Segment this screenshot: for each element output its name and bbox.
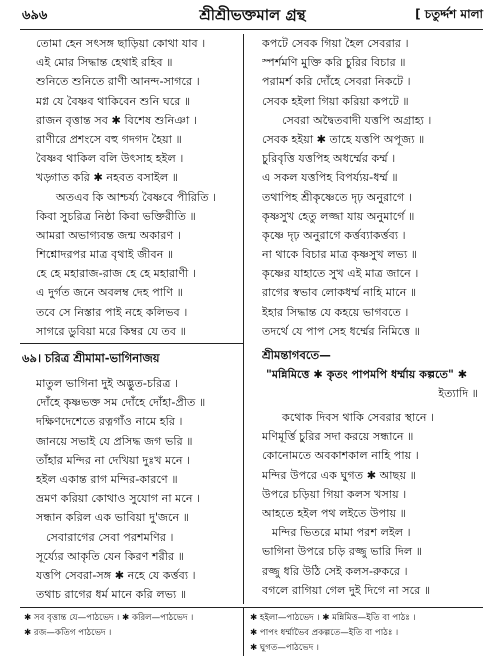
verse-line: সেবারাগের সেবা পরশমণির । (46, 530, 174, 544)
left-verses-top (36, 34, 239, 341)
verse-line: তাঁহার মন্দির না দেখিয়া দুঃখ মনে । (36, 453, 191, 467)
verse-line: মন্দির ভিতরে মামা পরশ লইল । (272, 526, 411, 540)
verse-line: শুনিতে শুনিতে রাণী আনন্দ-সাগরে । (36, 75, 200, 89)
verse-line: কৃষ্ণসুখ হেতু লজ্জা যায় অনুমার্গে ॥ (262, 209, 415, 223)
chapter-heading: ৬৯। চরিত্র শ্রীমামা-ভাগিনাজয় (22, 351, 160, 365)
verse-line: চুরিবৃত্তি যত্তপিহ অধর্ম্মের কর্ম্ম । (262, 152, 396, 166)
verse-line: কিবা সুচরিত্র নিষ্ঠা কিবা ভক্তিরীতি ॥ (36, 209, 196, 223)
verse-line: কথোক দিবস থাকি সেবরার স্থানে । (282, 411, 435, 424)
page-header (22, 4, 483, 28)
verse-line: কৃষ্ণের যাহাতে সুখ এই মাত্র জানে । (262, 267, 419, 281)
verse-line: রাণীরে প্রশংসে বহু গদগদ হৈয়া ॥ (36, 132, 182, 146)
footnote: ✱ হইলা—পাঠভেদ । ✱ মন্নিমিত্ত—ইতি বা পাঠঃ । (250, 613, 416, 623)
column-divider (243, 34, 244, 604)
verse-line: ভ্রমণ করিয়া কোথাও সুযোগ না মনে । (36, 492, 201, 506)
verse-line: খড়্গাত করি ✱ নহবত বসাইল ॥ (36, 171, 179, 185)
verse-line: পরামর্শ করি দোঁহে সেবরা নিকটে । (262, 75, 411, 89)
verse-line: তদর্থে যে পাপ সেহ ধর্ম্মের নিমিত্তে ॥ (262, 324, 420, 338)
verse-line: শিশ্নোদরপর মাত্র বৃথাই জীবন ॥ (36, 248, 174, 262)
footnote: ✱ পাপং ধর্ম্মাভৈব প্রকল্পতে—ইতি বা পাঠঃ । (250, 628, 399, 638)
verse-line: সেবক হইয়া ✱ তাহে যত্তপি অপূজ্য ॥ (262, 132, 425, 146)
verse-line: কৃষ্ণে দৃঢ় অনুরাগে কর্ত্তব্যাকর্ত্তব্য । (262, 228, 406, 242)
verse-line: রজ্জু ধরি উঠি সেই কলস-রুকরে । (262, 564, 408, 578)
verse-line: হে হে মহারাজ-রাজ হে হে মহারাণী । (36, 267, 196, 281)
verse-line: আমরা অভাগ্যবন্ত জন্ম অকারণ । (36, 228, 181, 242)
quote-line: ইত্যাদি ॥ (438, 387, 478, 401)
footnote-rule (20, 607, 483, 608)
verse-line: আহতে হইল পথ লইতে উপায় ॥ (262, 506, 406, 520)
footnote-divider (243, 608, 244, 656)
verse-line: সন্ধান করিল এক ভাবিয়া দু'জনে ॥ (36, 511, 190, 525)
verse-line: দোঁহে কৃষ্ণভক্ত সম দোঁহে দোঁহা-প্রীত ॥ (36, 396, 206, 410)
verse-line: তথাপিহ শ্রীকৃষ্ণেতে দৃঢ় অনুরাগে । (262, 190, 412, 204)
verse-line: সাগরে ডুবিয়া মরে কিম্বর যে তব ॥ (36, 324, 187, 338)
verse-line: কপটে সেবক গিয়া হৈল সেবরার । (262, 37, 409, 50)
verse-line: না থাকে বিচার মাত্র কৃষ্ণসুখ লভ্য ॥ (262, 248, 418, 262)
header-rule (20, 29, 483, 30)
left-verses-bottom (36, 374, 239, 604)
verse-line: তথাচ রাগের ধর্ম মানে করি লভ্য ॥ (36, 588, 187, 602)
verse-line: তোমা হেন সৎসঙ্গ ছাড়িয়া কোথা যাব । (36, 37, 206, 50)
right-verses-bottom (262, 408, 484, 600)
verse-line: উপরে চড়িয়া গিয়া কলস খসায় । (262, 487, 407, 501)
quote-line: "মন্নিমিত্তে ✱ কৃতং পাপমপি ধর্ম্মায় কল্পতে" ✱ (266, 368, 468, 382)
verse-line: কোনোমতে অবকাশকাল নাহি পায় । (262, 449, 419, 463)
footnote: ✱ সব বৃত্তান্ত যে—পাঠভেদ । ✱ করিল—পাঠভেদ । (24, 613, 194, 623)
verse-line: মগ্ন যে বৈষ্ণব থাকিবেন শুনি ঘরে ॥ (36, 94, 191, 108)
quote-source: শ্রীমন্তাগবতে— (262, 348, 331, 362)
verse-line: রাগের স্বভাব লোকধর্ম্ম নাহি মানে ॥ (262, 286, 417, 300)
verse-line: ইহার সিদ্ধান্ত যে কহয়ে ভাগবতে । (262, 305, 409, 319)
verse-line: সেবরা অদ্বৈতবাদী যত্তপি অগ্রাহ্য । (282, 113, 432, 127)
verse-line: মাতুল ভাগিনা দুই অদ্ভুত-চরিত্র । (36, 377, 179, 390)
verse-line: এ দুর্গত জনে অবলম্ব দেহ পাণি ॥ (36, 286, 183, 300)
verse-line: এ সকল যত্তপিহ বিপর্য্যয়-ধর্ম্ম ॥ (262, 171, 398, 185)
scripture-quote (262, 346, 484, 404)
verse-line: হইল একান্ত রাগ মন্দির-কারণে ॥ (36, 472, 178, 486)
footnote: ✱ ঘুগত—পাঠভেদ । (250, 643, 320, 653)
verse-line: বগলে রাগিয়া গেল দুই দিগে না সরে ॥ (262, 583, 431, 597)
verse-line: যত্তপি সেবরা-সঙ্গ ✱ নহে যে কর্ত্তব্য । (36, 568, 196, 582)
verse-line: দক্ষিণদেশেতে রত্নগাঁও নামে হরি । (36, 415, 183, 429)
book-title: শ্রীশ্রীভক্তমাল গ্রন্থ (199, 6, 306, 24)
section-label: [ চতুর্দ্দশ মালা (415, 7, 483, 21)
verse-line: রাজন বৃত্তান্ত সব ✱ বিশেষ শুনিঞা । (36, 113, 197, 127)
verse-line: এই মোর সিদ্ধান্ত হেথাই রহিব ॥ (36, 56, 173, 70)
verse-line: সেবক হইলা গিয়া করিয়া কপটে ॥ (262, 94, 409, 108)
verse-line: ভাগিনা উপরে চড়ি রজ্জু ভারি দিল ॥ (262, 545, 423, 559)
footnote: ✱ রজ—কতিগ পাঠভেদ । (24, 628, 112, 638)
footnotes-right (250, 611, 484, 656)
verse-line: অতএব কি আশ্চর্য্য বৈষ্ণবে পীরিতি । (56, 190, 217, 204)
chapter-rule (20, 343, 243, 344)
verse-line: বৈষ্ণব থাকিল বলি উৎসাহ হইল । (36, 152, 184, 166)
footnotes-left (24, 611, 238, 641)
verse-line: সূর্য্যের আকৃতি যেন কিরণ শরীর ॥ (36, 549, 185, 563)
verse-line: তবে সে নিস্তার পাই নহে কলিভব । (36, 305, 188, 319)
verse-line: স্পর্শমণি মুক্তি করি চুরির বিচার ॥ (262, 56, 406, 70)
verse-line: জানয়ে সভাই যে প্রসিদ্ধ জগ ভরি ॥ (36, 434, 193, 448)
right-verses-top (262, 34, 484, 341)
page-number: ৬৯৬ (22, 8, 48, 23)
verse-line: মণিমূর্ত্তি চুরির সদা করয়ে সন্ধানে ॥ (262, 430, 414, 444)
verse-line: মন্দির উপরে এক ঘুগত ✱ আছয় ॥ (262, 468, 416, 482)
